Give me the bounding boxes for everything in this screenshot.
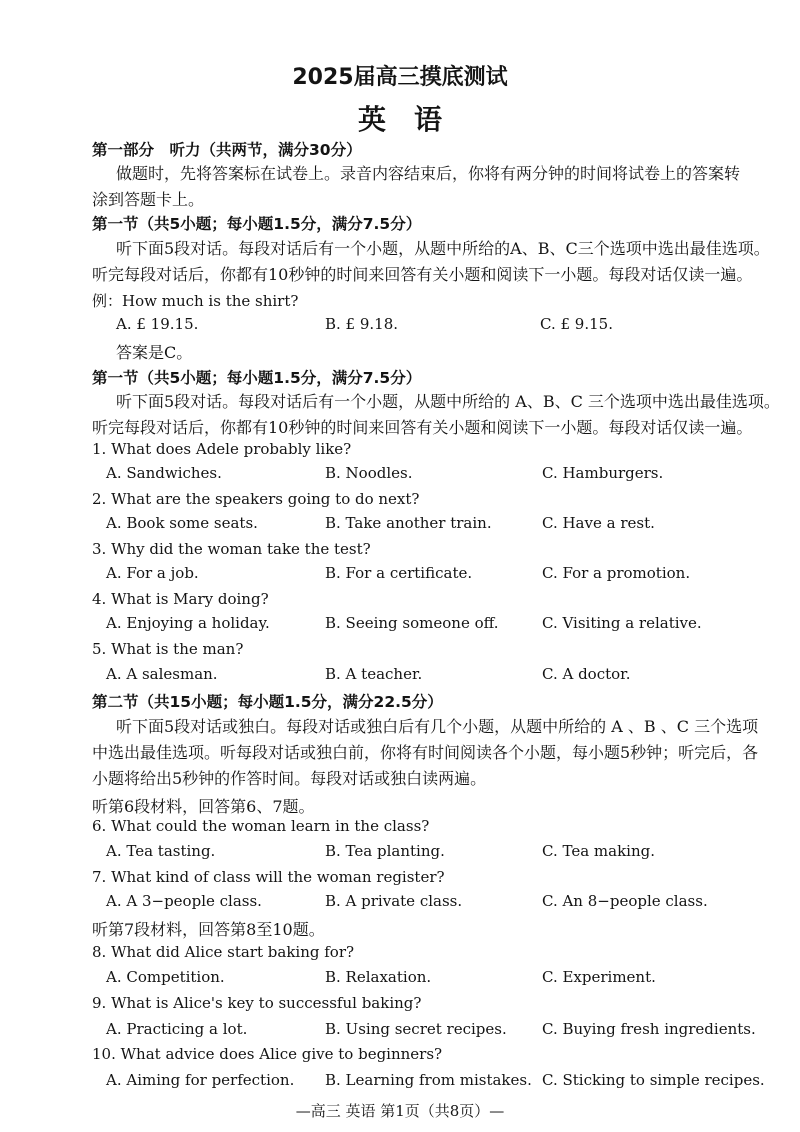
question-1: 1. What does Adele probably like? <box>92 440 352 458</box>
question-4-option-b: B. Seeing someone off. <box>325 614 499 632</box>
question-6: 6. What could the woman learn in the class? <box>92 817 430 835</box>
question-3-option-a: A. For a job. <box>106 564 199 582</box>
question-7: 7. What kind of class will the woman register? <box>92 868 445 886</box>
subject-title: 英 语 <box>357 103 442 136</box>
question-1-option-c: C. Hamburgers. <box>542 464 664 482</box>
question-8: 8. What did Alice start baking for? <box>92 943 355 961</box>
question-5-option-b: B. A teacher. <box>325 665 423 683</box>
section1b-heading: 第一节（共5小题；每小题1.5分，满分7.5分） <box>92 369 422 387</box>
section2-directions-line-2: 中选出最佳选项。听每段对话或独白前，你将有时间阅读各个小题，每小题5秒钟；听完后，各 <box>92 743 759 762</box>
example-option-c: C. £ 9.15. <box>540 315 613 333</box>
question-5-option-a: A. A salesman. <box>106 665 218 683</box>
material-7-note: 听第7段材料，回答第8至10题。 <box>92 920 325 939</box>
question-1-option-b: B. Noodles. <box>325 464 413 482</box>
question-3-option-b: B. For a certificate. <box>325 564 473 582</box>
example-option-a: A. £ 19.15. <box>116 315 199 333</box>
question-3-option-c: C. For a promotion. <box>542 564 691 582</box>
section1a-heading: 第一节（共5小题；每小题1.5分，满分7.5分） <box>92 215 422 233</box>
section2-directions-line-1: 听下面5段对话或独白。每段对话或独白后有几个小题，从题中所给的 A 、B 、C 三个选项 <box>116 717 759 736</box>
section2-directions-line-3: 小题将给出5秒钟的作答时间。每段对话或独白读两遍。 <box>92 769 487 788</box>
section1b-directions-line-2: 听完每段对话后，你都有10秒钟的时间来回答有关小题和阅读下一小题。每段对话仅读一遍。 <box>92 418 753 437</box>
question-5: 5. What is the man? <box>92 640 244 658</box>
section1a-directions-line-1: 听下面5段对话。每段对话后有一个小题，从题中所给的A、B、C三个选项中选出最佳选项。 <box>116 239 770 258</box>
question-10-option-b: B. Learning from mistakes. <box>325 1071 532 1089</box>
question-4-option-c: C. Visiting a relative. <box>542 614 702 632</box>
question-8-option-c: C. Experiment. <box>542 968 656 986</box>
question-9-option-c: C. Buying fresh ingredients. <box>542 1020 756 1038</box>
question-8-option-a: A. Competition. <box>106 968 225 986</box>
example-answer: 答案是C。 <box>116 343 193 362</box>
section1b-directions-line-1: 听下面5段对话。每段对话后有一个小题，从题中所给的 A、B、C 三个选项中选出最佳选项。 <box>116 392 780 411</box>
question-2-option-c: C. Have a rest. <box>542 514 655 532</box>
example-question: 例：How much is the shirt? <box>92 292 299 310</box>
page-footer: —高三 英语 第1页（共8页）— <box>295 1102 505 1120</box>
section1a-directions-line-2: 听完每段对话后，你都有10秒钟的时间来回答有关小题和阅读下一小题。每段对话仅读一遍。 <box>92 265 753 284</box>
question-7-option-c: C. An 8−people class. <box>542 892 708 910</box>
section2-heading: 第二节（共15小题；每小题1.5分，满分22.5分） <box>92 693 443 711</box>
part1-intro-line-1: 做题时，先将答案标在试卷上。录音内容结束后，你将有两分钟的时间将试卷上的答案转 <box>116 164 741 183</box>
question-6-option-a: A. Tea tasting. <box>106 842 216 860</box>
question-9: 9. What is Alice's key to successful baking? <box>92 994 422 1012</box>
part1-heading: 第一部分 听力（共两节，满分30分） <box>92 141 362 159</box>
question-6-option-c: C. Tea making. <box>542 842 655 860</box>
question-2-option-b: B. Take another train. <box>325 514 492 532</box>
exam-title: 2025届高三摸底测试 <box>292 65 508 90</box>
part1-intro-line-2: 涂到答题卡上。 <box>92 190 205 209</box>
question-4-option-a: A. Enjoying a holiday. <box>106 614 270 632</box>
question-8-option-b: B. Relaxation. <box>325 968 432 986</box>
question-9-option-a: A. Practicing a lot. <box>106 1020 248 1038</box>
question-10-option-c: C. Sticking to simple recipes. <box>542 1071 765 1089</box>
question-4: 4. What is Mary doing? <box>92 590 269 608</box>
material-6-note: 听第6段材料，回答第6、7题。 <box>92 797 315 816</box>
question-6-option-b: B. Tea planting. <box>325 842 445 860</box>
question-3: 3. Why did the woman take the test? <box>92 540 371 558</box>
question-7-option-a: A. A 3−people class. <box>106 892 262 910</box>
question-1-option-a: A. Sandwiches. <box>106 464 222 482</box>
question-10-option-a: A. Aiming for perfection. <box>106 1071 295 1089</box>
question-5-option-c: C. A doctor. <box>542 665 631 683</box>
example-option-b: B. £ 9.18. <box>325 315 399 333</box>
question-2-option-a: A. Book some seats. <box>106 514 258 532</box>
question-10: 10. What advice does Alice give to beginners? <box>92 1045 443 1063</box>
question-7-option-b: B. A private class. <box>325 892 463 910</box>
question-2: 2. What are the speakers going to do next? <box>92 490 420 508</box>
question-9-option-b: B. Using secret recipes. <box>325 1020 507 1038</box>
